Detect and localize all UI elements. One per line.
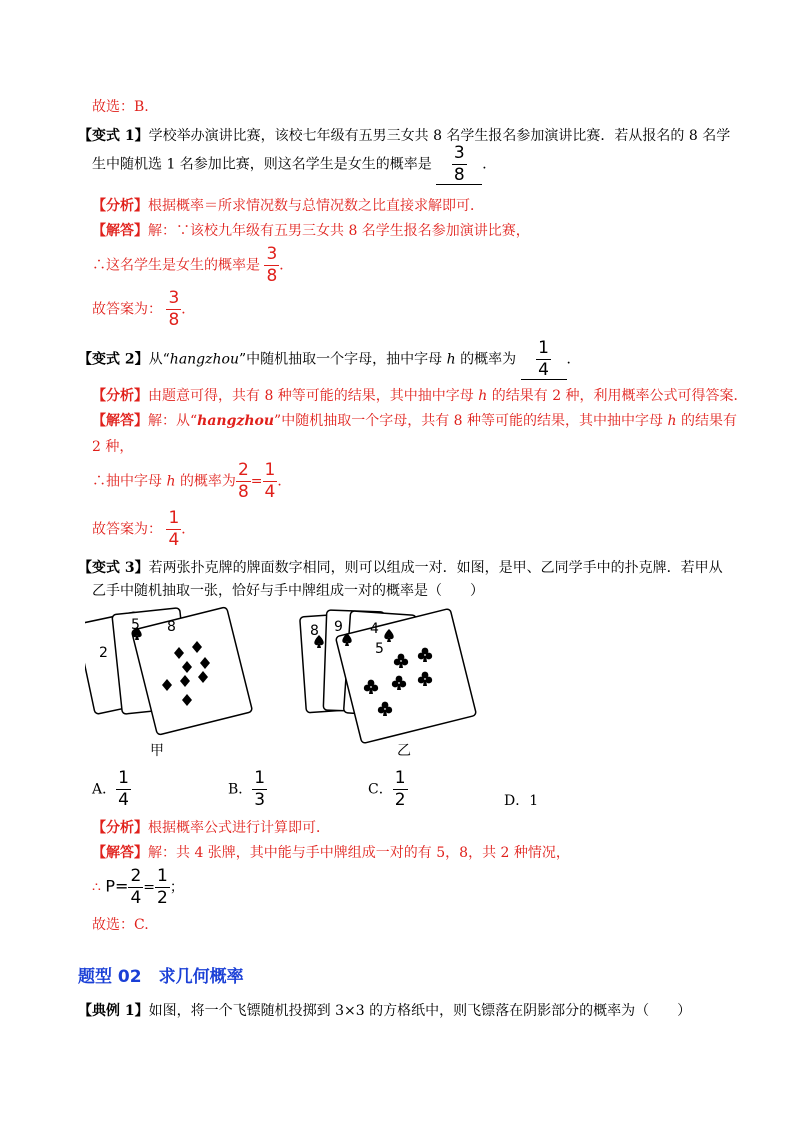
variant2-answer: 故答案为： $\frac{1}{4}$ ． xyxy=(92,508,196,550)
option-c[interactable]: C． $\frac{1}{2}$ xyxy=(368,768,406,810)
card-a3-rank: 8 xyxy=(167,619,176,635)
hand-b-label: 乙 xyxy=(397,743,411,759)
variant2-solution-cont: 2 种， xyxy=(92,439,134,455)
card-b2-rank: 9 xyxy=(334,619,343,635)
variant1-therefore-fraction: $\frac{3}{8}$ xyxy=(266,244,278,286)
option-b[interactable]: B． $\frac{1}{3}$ xyxy=(228,768,266,810)
variant1-tag: 【变式 1】 xyxy=(78,128,149,144)
variant2-answer-blank: $\frac{1}{4}$ xyxy=(521,340,567,380)
variant3-solution: 【解答】解：共 4 张牌，其中能与手中牌组成一对的有 5，8，共 2 种情况， xyxy=(92,845,570,861)
variant1-answer: 故答案为： $\frac{3}{8}$ ． xyxy=(92,288,196,330)
variant3-question-line1: 【变式 3】若两张扑克牌的牌面数字相同，则可以组成一对．如图，是甲、乙同学手中的扑克牌．若甲从 xyxy=(78,560,723,576)
variant2-question: 【变式 2】从“hangzhou”中随机抽取一个字母，抽中字母 h 的概率为 $\frac{1}{4}$ ． xyxy=(78,338,581,380)
variant1-analysis: 【分析】根据概率＝所求情况数与总情况数之比直接求解即可． xyxy=(92,198,484,214)
variant3-analysis: 【分析】根据概率公式进行计算即可． xyxy=(92,820,330,836)
variant1-q1: 学校举办演讲比赛，该校七年级有五男三女共 8 名学生报名参加演讲比赛．若从报名的 8 名学 xyxy=(148,128,731,144)
choice-line-prev: 故选：B. xyxy=(92,99,149,115)
variant1-therefore: ∴这名学生是女生的概率是 $\frac{3}{8}$ ． xyxy=(92,244,294,286)
example1-question: 【典例 1】如图，将一个飞镖随机投掷到 3×3 的方格纸中，则飞镖落在阴影部分的概率为（ ） xyxy=(78,1003,692,1019)
variant3-therefore: ∴ P= $\frac{2}{4}$ = $\frac{1}{2}$ ； xyxy=(92,866,184,908)
option-a[interactable]: A． $\frac{1}{4}$ xyxy=(92,768,129,810)
variant1-question-line1 xyxy=(78,125,730,145)
variant3-choice: 故选：C. xyxy=(92,917,149,933)
playing-cards-figure xyxy=(85,605,485,760)
variant2-solution: 【解答】解：从“hangzhou”中随机抽取一个字母，共有 8 种等可能的结果，其中抽中字母 h 的结果有 xyxy=(92,413,737,429)
card-a2-rank: 5 xyxy=(131,617,140,633)
card-a3 xyxy=(131,607,252,736)
variant2-therefore: ∴抽中字母 h 的概率为 $\frac{2}{8}$ = $\frac{1}{4}$ ． xyxy=(92,460,292,502)
variant1-question-line2: 生中随机选 1 名参加比赛，则这名学生是女生的概率是 $\frac{3}{8}$ ． xyxy=(92,143,497,185)
variant3-question-line2: 乙手中随机抽取一张，恰好与手中牌组成一对的概率是（ ） xyxy=(92,583,484,599)
option-d[interactable]: D．1 xyxy=(504,793,539,809)
variant1-solution: 【解答】解：∵该校九年级有五男三女共 8 名学生报名参加演讲比赛， xyxy=(92,223,530,239)
card-a1-rank: 2 xyxy=(99,645,108,661)
variant1-q2: 生中随机选 1 名参加比赛，则这名学生是女生的概率是 xyxy=(92,156,432,173)
variant1-answer-blank xyxy=(436,145,482,185)
variant1-answer-final-fraction: $\frac{3}{8}$ xyxy=(168,288,180,330)
card-b4-rank: 5 xyxy=(375,641,384,657)
variant2-analysis: 【分析】由题意可得，共有 8 种等可能的结果，其中抽中字母 h 的结果有 2 种，利用概率公式可得答案． xyxy=(92,388,748,404)
hand-a-label: 甲 xyxy=(150,743,164,759)
card-b3-rank: 4 xyxy=(370,621,379,637)
section-heading: 题型 02 求几何概率 xyxy=(78,967,244,987)
variant1-answer-fraction: $\frac{3}{8}$ xyxy=(453,143,465,185)
card-b1-rank: 8 xyxy=(310,623,319,639)
